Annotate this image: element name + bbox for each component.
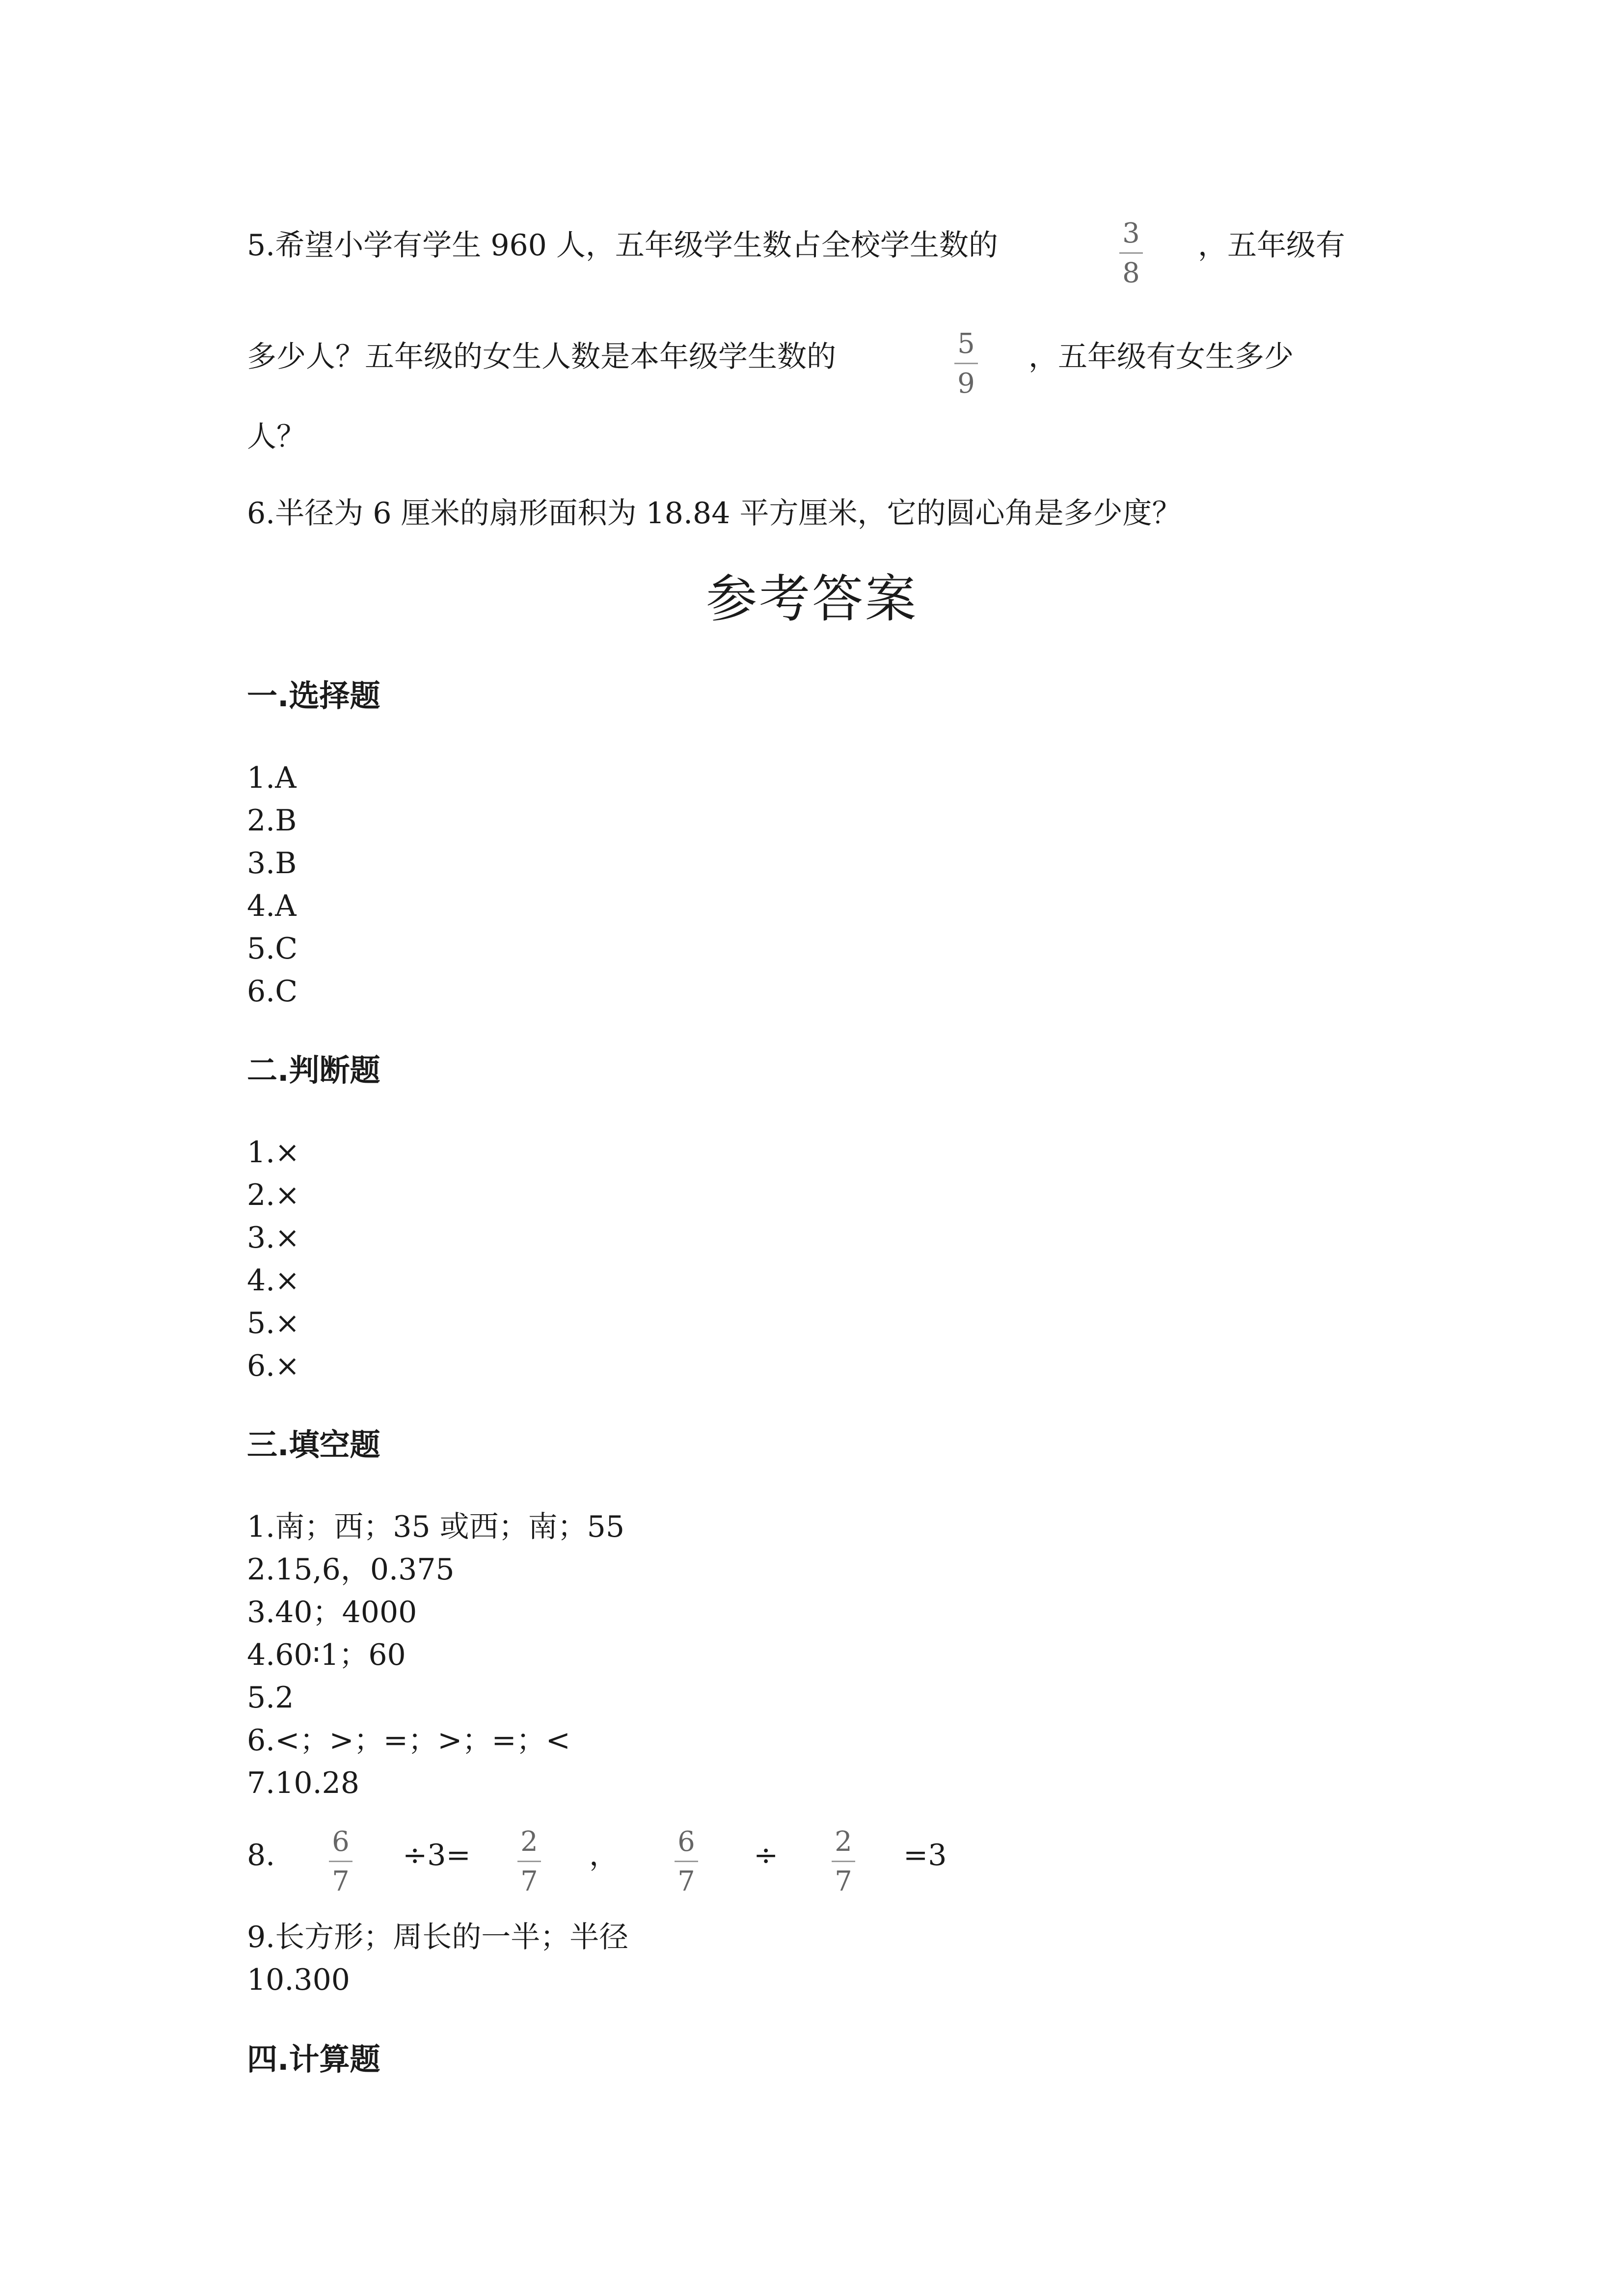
fill-answer-4: 4.60∶1；60 — [247, 1638, 406, 1672]
fraction-numerator: 6 — [677, 1826, 695, 1858]
fill-answer-8-op1: ÷3= — [403, 1838, 471, 1872]
answer-title: 参考答案 — [705, 569, 918, 629]
fill-answer-8-fraction-2 — [515, 1828, 543, 1896]
fraction-numerator: 3 — [1122, 217, 1140, 249]
q5-fraction-1 — [1117, 217, 1145, 289]
fill-answer-8-tail: =3 — [903, 1838, 947, 1872]
fraction-bar — [329, 1861, 352, 1862]
fill-answer-8-label: 8. — [247, 1838, 275, 1872]
fraction-denominator: 7 — [520, 1866, 538, 1897]
section-heading-fill: 三.填空题 — [247, 1427, 380, 1463]
fraction-numerator: 2 — [835, 1826, 852, 1858]
fill-answer-5: 5.2 — [247, 1681, 294, 1715]
fraction-bar — [517, 1861, 541, 1862]
fraction-denominator: 7 — [332, 1866, 350, 1897]
fill-answer-8-fraction-1 — [327, 1828, 354, 1896]
fill-answer-2: 2.15,6，0.375 — [247, 1552, 455, 1587]
fill-answer-10: 10.300 — [247, 1963, 350, 1997]
choice-answer-5: 5.C — [247, 932, 298, 966]
q5-text-part2: ，五年级有 — [1198, 228, 1345, 263]
fraction-numerator: 2 — [520, 1826, 538, 1858]
fraction-numerator: 5 — [957, 328, 975, 360]
judge-answer-5: 5.× — [247, 1306, 300, 1340]
section-heading-judge: 二.判断题 — [247, 1052, 380, 1088]
judge-answer-4: 4.× — [247, 1263, 300, 1298]
q5-text-part1: 5.希望小学有学生 960 人，五年级学生数占全校学生数的 — [247, 228, 998, 263]
fraction-denominator: 7 — [835, 1866, 852, 1897]
fraction-bar — [675, 1861, 698, 1862]
q5-text-line3: 人？ — [247, 420, 306, 454]
fraction-denominator: 7 — [677, 1866, 695, 1897]
choice-answer-1: 1.A — [247, 761, 297, 795]
choice-answer-4: 4.A — [247, 889, 297, 923]
section-heading-calc: 四.计算题 — [247, 2041, 380, 2077]
q6-text: 6.半径为 6 厘米的扇形面积为 18.84 平方厘米，它的圆心角是多少度？ — [247, 496, 1182, 531]
choice-answer-2: 2.B — [247, 803, 297, 838]
section-heading-choice: 一.选择题 — [247, 678, 380, 714]
fraction-numerator: 6 — [332, 1826, 350, 1858]
q5-text-line2a: 多少人？五年级的女生人数是本年级学生数的 — [247, 340, 836, 374]
fraction-denominator: 9 — [957, 368, 975, 400]
fraction-denominator: 8 — [1122, 257, 1140, 289]
judge-answer-3: 3.× — [247, 1221, 300, 1255]
judge-answer-6: 6.× — [247, 1349, 300, 1383]
fill-answer-1: 1.南；西；35 或西；南；55 — [247, 1510, 625, 1544]
judge-answer-1: 1.× — [247, 1135, 300, 1170]
choice-answer-3: 3.B — [247, 846, 297, 881]
q5-text-line2b: ，五年级有女生多少 — [1029, 340, 1294, 374]
fill-answer-3: 3.40；4000 — [247, 1595, 417, 1629]
choice-answer-6: 6.C — [247, 974, 298, 1009]
fraction-bar — [1119, 252, 1143, 254]
judge-answer-2: 2.× — [247, 1178, 300, 1212]
fill-answer-7: 7.10.28 — [247, 1766, 360, 1800]
fill-answer-8-fraction-3 — [673, 1828, 700, 1896]
fill-answer-9: 9.长方形；周长的一半；半径 — [247, 1920, 629, 1954]
fraction-bar — [832, 1861, 855, 1862]
fill-answer-8-separator: ， — [589, 1838, 619, 1872]
fill-answer-6: 6.<；>；=；>；=；< — [247, 1723, 570, 1758]
fill-answer-8-op2: ÷ — [754, 1838, 779, 1872]
fraction-bar — [954, 363, 978, 364]
fill-answer-8-fraction-4 — [830, 1828, 857, 1896]
q5-fraction-2 — [952, 330, 980, 398]
